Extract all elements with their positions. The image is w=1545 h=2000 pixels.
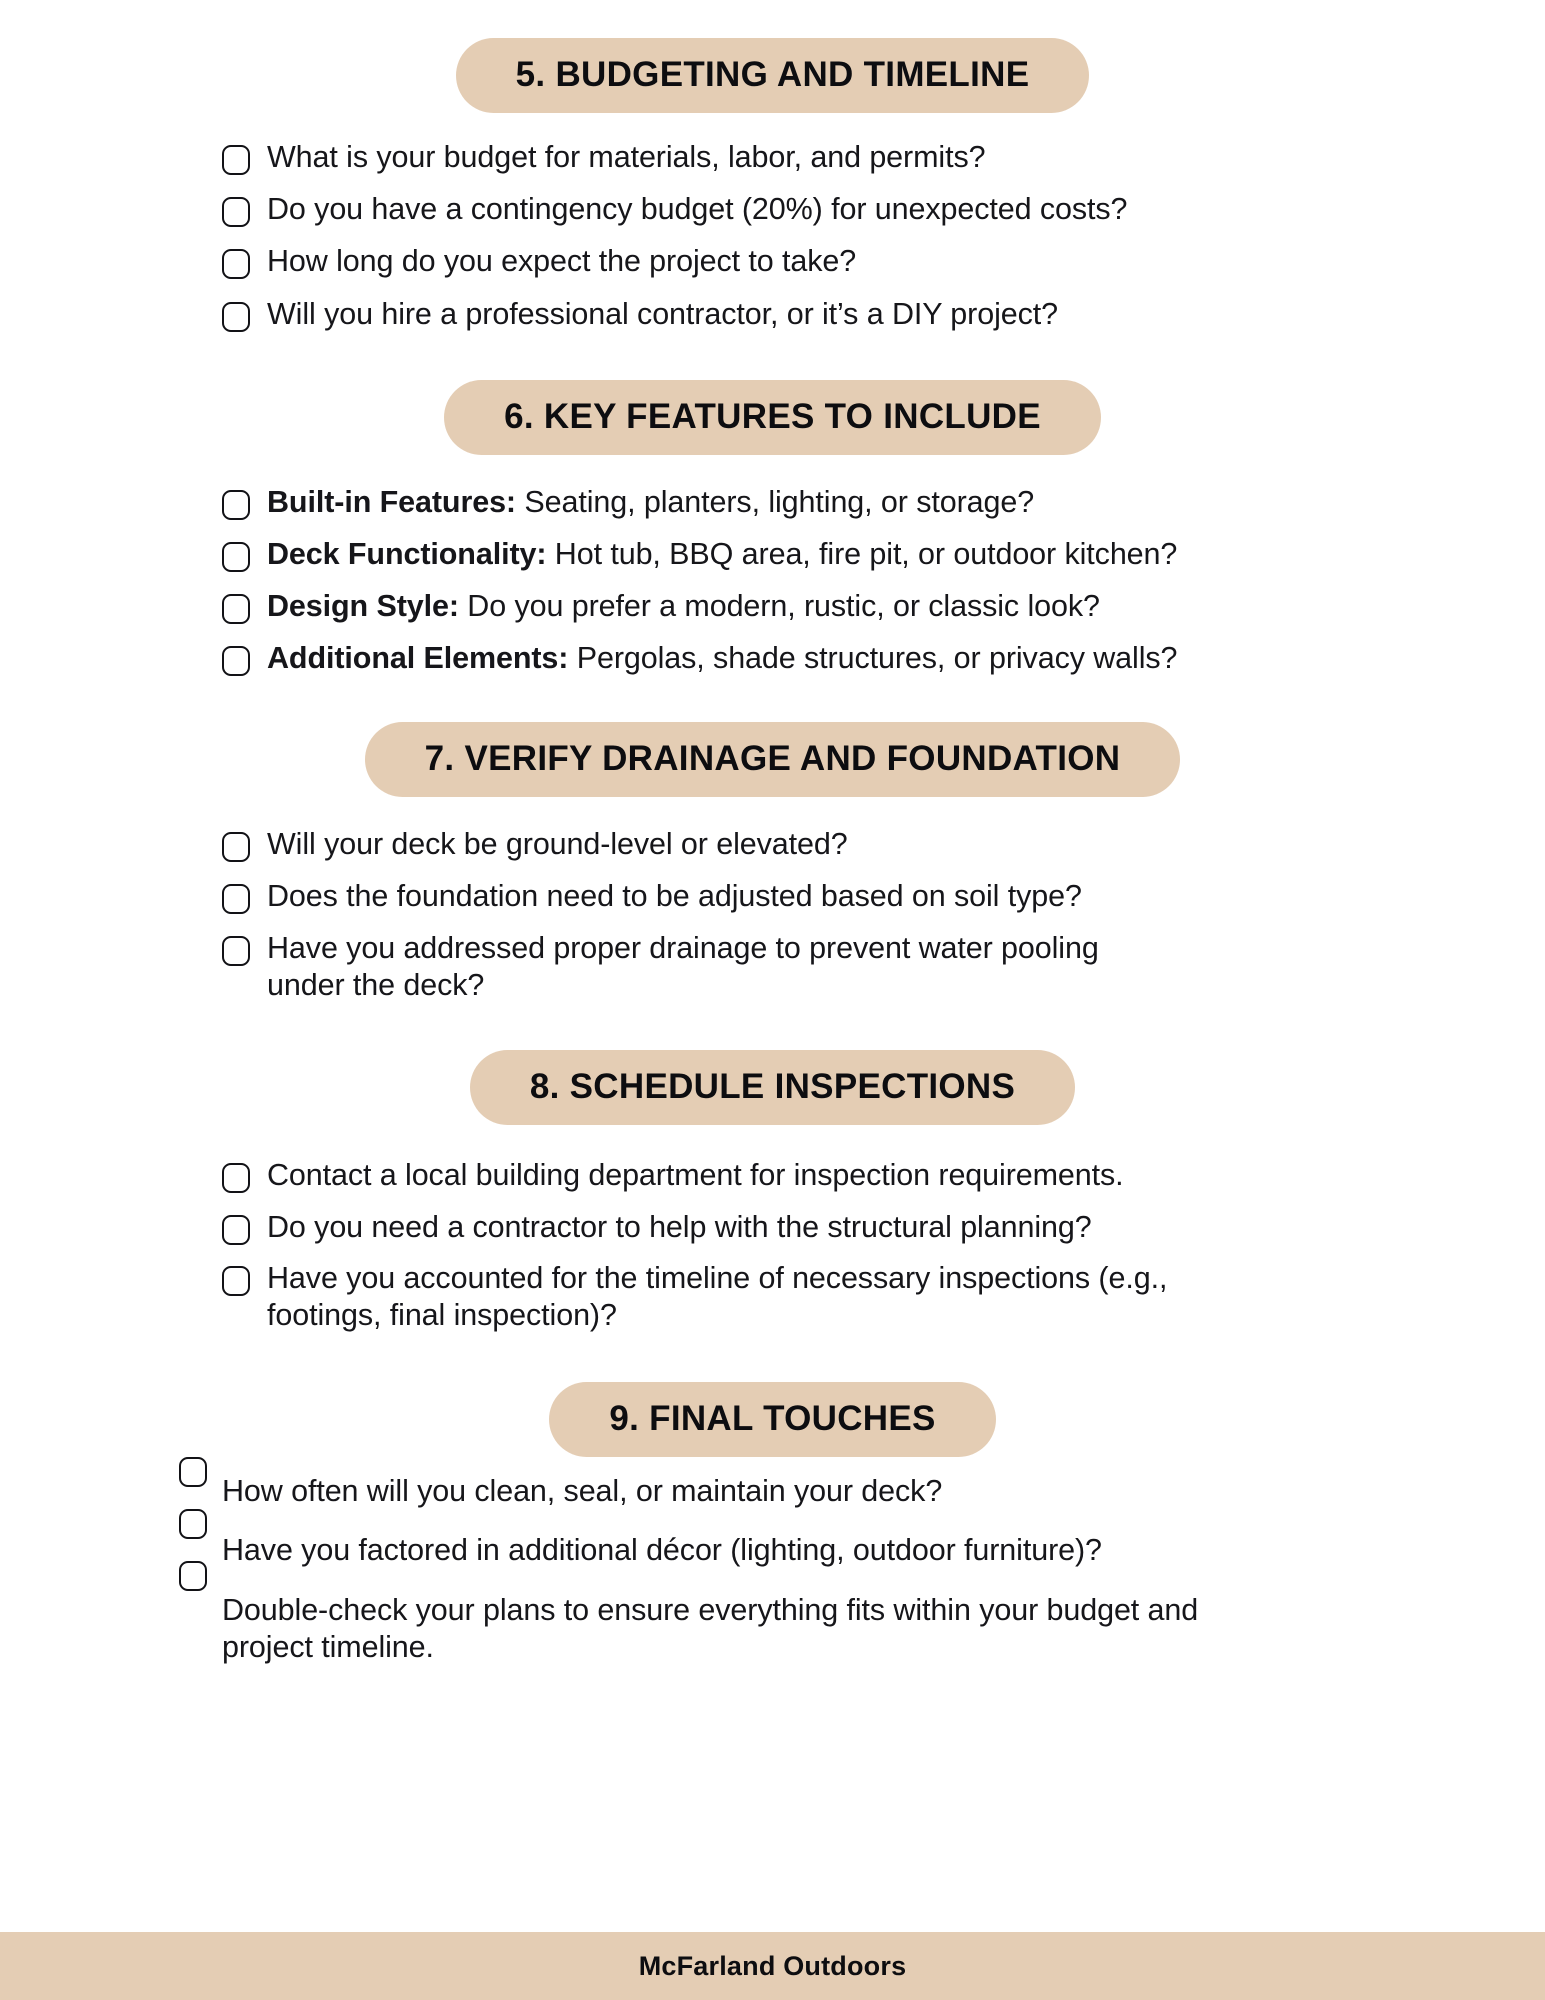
checklist-row-label: Will your deck be ground-level or elevated? bbox=[267, 826, 848, 861]
checklist-row-lead: Built-in Features: bbox=[267, 484, 516, 519]
brand-name: McFarland Outdoors bbox=[638, 1950, 907, 1981]
checkbox-icon[interactable] bbox=[179, 1509, 207, 1539]
checkbox-icon[interactable] bbox=[222, 1163, 250, 1193]
page-footer bbox=[0, 1932, 1545, 2000]
checkbox-icon[interactable] bbox=[222, 1215, 250, 1245]
checklist-row-label: How often will you clean, seal, or maintain your deck? bbox=[222, 1474, 943, 1509]
checkbox-icon[interactable] bbox=[222, 302, 250, 332]
checklist-row[interactable] bbox=[222, 1157, 1505, 1194]
checklist-row-label: What is your budget for materials, labor, and permits? bbox=[267, 140, 986, 174]
section-heading-wrap bbox=[0, 38, 1545, 113]
checkbox-icon[interactable] bbox=[222, 832, 250, 862]
checklist-row[interactable] bbox=[222, 484, 1505, 521]
checkbox-icon[interactable] bbox=[222, 646, 250, 676]
section-heading-wrap bbox=[0, 1050, 1545, 1125]
checklist-row-label: Contact a local building department for inspection requirements. bbox=[267, 1158, 1124, 1193]
checkbox-icon[interactable] bbox=[222, 1266, 250, 1296]
checklist-row[interactable] bbox=[222, 826, 1505, 863]
checkbox-icon[interactable] bbox=[222, 542, 250, 572]
checklist-row-label: Double-check your plans to ensure everything fits within your budget and project timeline. bbox=[222, 1592, 1199, 1664]
checklist-row-label: Have you addressed proper drainage to prevent water pooling under the deck? bbox=[267, 931, 1099, 1003]
checklist-row-label: Additional Elements: Pergolas, shade structures, or privacy walls? bbox=[267, 641, 1178, 676]
checklist-row-label: Deck Functionality: Hot tub, BBQ area, fire pit, or outdoor kitchen? bbox=[267, 537, 1178, 572]
section-heading-wrap bbox=[0, 380, 1545, 455]
checkbox-icon[interactable] bbox=[222, 197, 250, 227]
checklist-row-label: Do you have a contingency budget (20%) for unexpected costs? bbox=[267, 192, 1128, 227]
checkbox-icon[interactable] bbox=[222, 249, 250, 279]
section-heading-pill: 5. BUDGETING AND TIMELINE bbox=[456, 38, 1090, 113]
checklist-row[interactable] bbox=[222, 930, 1505, 1004]
checkbox-icon[interactable] bbox=[179, 1457, 207, 1487]
section-key-features-to-include bbox=[0, 333, 1545, 678]
section-final-touches bbox=[0, 1334, 1545, 1666]
checklist-row-label: Design Style: Do you prefer a modern, rustic, or classic look? bbox=[267, 589, 1100, 624]
checklist-row-label: Do you need a contractor to help with the structural planning? bbox=[267, 1209, 1092, 1244]
checklist-row-label: Will you hire a professional contractor, or it’s a DIY project? bbox=[267, 296, 1059, 331]
section-items bbox=[0, 1125, 1545, 1334]
section-heading-wrap bbox=[0, 1382, 1545, 1457]
section-heading-pill: 6. KEY FEATURES TO INCLUDE bbox=[444, 380, 1101, 455]
checkbox-icon[interactable] bbox=[222, 145, 250, 175]
checklist-row-label: How long do you expect the project to take? bbox=[267, 244, 857, 279]
checklist-row-label: Have you accounted for the timeline of necessary inspections (e.g., footings, final inspection)? bbox=[267, 1260, 1168, 1333]
checklist-row[interactable] bbox=[222, 1260, 1505, 1334]
checkbox-icon[interactable] bbox=[222, 490, 250, 520]
checklist-row[interactable] bbox=[222, 588, 1505, 625]
checklist-row[interactable] bbox=[222, 139, 1505, 176]
checkbox-icon[interactable] bbox=[222, 936, 250, 966]
section-items bbox=[0, 1457, 1545, 1666]
section-budgeting-and-timeline bbox=[0, 0, 1545, 333]
checklist-row[interactable] bbox=[222, 878, 1505, 915]
checkbox-icon[interactable] bbox=[222, 594, 250, 624]
checklist-row[interactable] bbox=[222, 191, 1505, 228]
checklist-row[interactable] bbox=[222, 640, 1505, 677]
checklist-row[interactable] bbox=[222, 243, 1505, 280]
section-heading-pill: 9. FINAL TOUCHES bbox=[549, 1382, 995, 1457]
checklist-row-lead: Additional Elements: bbox=[267, 641, 569, 676]
section-verify-drainage-and-foundation bbox=[0, 678, 1545, 1005]
checkbox-icon[interactable] bbox=[222, 884, 250, 914]
section-schedule-inspections bbox=[0, 1004, 1545, 1334]
checkbox-icon[interactable] bbox=[179, 1561, 207, 1591]
checkbox-column bbox=[179, 1457, 207, 1613]
checklist-row-label: Does the foundation need to be adjusted based on soil type? bbox=[267, 878, 1082, 913]
section-items bbox=[0, 455, 1545, 678]
section-heading-wrap bbox=[0, 722, 1545, 797]
item-text-column bbox=[222, 1473, 1505, 1666]
checklist-row-label: Built-in Features: Seating, planters, lighting, or storage? bbox=[267, 484, 1035, 519]
checklist-row[interactable] bbox=[222, 296, 1505, 333]
checklist-row[interactable] bbox=[222, 1209, 1505, 1246]
checklist-row-lead: Deck Functionality: bbox=[267, 537, 547, 572]
section-heading-pill: 7. VERIFY DRAINAGE AND FOUNDATION bbox=[365, 722, 1181, 797]
checklist-row[interactable] bbox=[222, 536, 1505, 573]
section-heading-pill: 8. SCHEDULE INSPECTIONS bbox=[470, 1050, 1075, 1125]
checklist-row-lead: Design Style: bbox=[267, 589, 459, 624]
section-items bbox=[0, 113, 1545, 333]
checklist-row-label: Have you factored in additional décor (lighting, outdoor furniture)? bbox=[222, 1533, 1102, 1568]
section-items bbox=[0, 797, 1545, 1005]
